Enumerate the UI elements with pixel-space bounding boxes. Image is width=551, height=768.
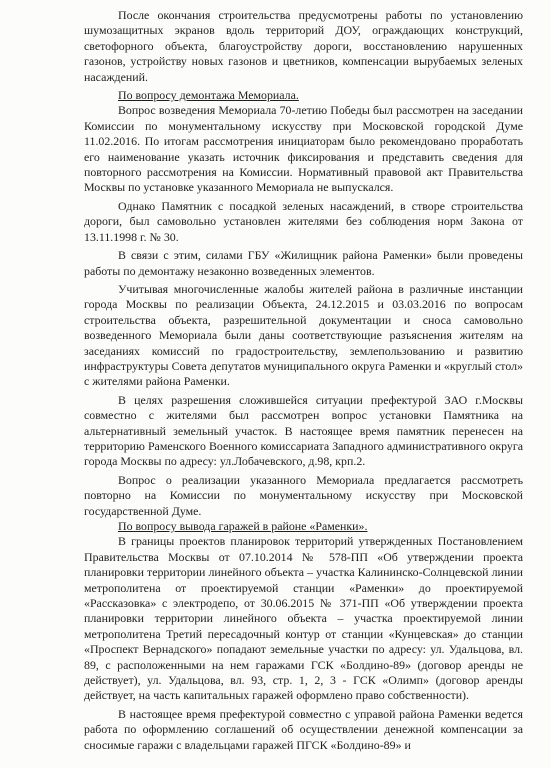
paragraph: Учитывая многочисленные жалобы жителей района в различные инстанции города Москвы по реализации Объекта, 24.12.2015 и 03.03.2016 по вопросам строительства объекта, разрешительной документации и сноса самовольно возведенного Мемориала были даны соответствующие разъяснения жителям на заседаниях комиссий по градостроительству, землепользованию и развитию инфраструктуры Совета депутатов муниципального округа Раменки и «круглый стол» с жителями района Раменки. bbox=[84, 281, 523, 389]
section-heading bbox=[84, 519, 523, 534]
paragraph: В настоящее время префектурой совместно с управой района Раменки ведется работа по оформлению соглашений об осуществлении денежной компенсации за сносимые гаражи с владельцами гаражей ПГСК «Болдино-89» и bbox=[84, 706, 523, 752]
paragraph: Вопрос возведения Мемориала 70-летию Победы был рассмотрен на заседании Комиссии по монументальному искусству при Московской городской Думе 11.02.2016. По итогам рассмотрения инициаторам было рекомендовано проработать его наименование указать источник фиксирования и представить сведения для повторного рассмотрения на Комиссии. Нормативный правовой акт Правительства Москвы по установке указанного Мемориала не выпускался. bbox=[84, 103, 523, 195]
section-heading bbox=[84, 88, 523, 103]
section-heading-text: По вопросу демонтажа Мемориала. bbox=[118, 88, 299, 103]
section-heading-text: По вопросу вывода гаражей в районе «Раменки». bbox=[118, 519, 368, 533]
paragraph: В целях разрешения сложившейся ситуации префектурой ЗАО г.Москвы совместно с жителями был рассмотрен вопрос установки Памятника на альтернативный земельный участок. В настоящее время памятник перенесен на территорию Раменского Военного комиссариата Западного административного округа города Москвы по адресу: ул.Лобачевского, д.98, крп.2. bbox=[84, 392, 523, 469]
paragraph: В связи с этим, силами ГБУ «Жилищник района Раменки» были проведены работы по демонтажу незаконно возведенных элементов. bbox=[84, 248, 523, 278]
paragraph: В границы проектов планировок территорий утвержденных Постановлением Правительства Москвы от 07.10.2014 № 578-ПП «Об утверждении проекта планировки территории линейного объекта – участка Калининско-Солнцевской линии метрополитена от проектируемой станции «Раменки» до проектируемой «Рассказовка» с электродепо, от 30.06.2015 № 371-ПП «Об утверждении проекта планировки территории линейного объекта – участка проектируемой линии метрополитена Третий пересадочный контур от станции «Кунцевская» до станции «Проспект Вернадского» попадают земельные участки по адресу: ул. Удальцова, вл. 89, с расположенными на нем гаражами ГСК «Болдино-89» (договор аренды не действует), ул. Удальцова, вл. 93, стр. 1, 2, 3 - ГСК «Олимп» (договор аренды действует, на часть капитальных гаражей оформлено право собственности). bbox=[84, 534, 523, 703]
paragraph: Вопрос о реализации указанного Мемориала предлагается рассмотреть повторно на Комиссии по монументальному искусству при Московской государственной Думе. bbox=[84, 472, 523, 518]
paragraph: После окончания строительства предусмотрены работы по установлению шумозащитных экранов вдоль территорий ДОУ, ограждающих конструкций, светофорного объекта, благоустройству дороги, восстановлению нарушенных газонов, устройству новых газонов и цветников, компенсации вырубаемых зеленых насаждений. bbox=[84, 8, 523, 84]
paragraph: Однако Памятник с посадкой зеленых насаждений, в створе строительства дороги, был самовольно установлен жителями без соблюдения норм Закона от 13.11.1998 г. № 30. bbox=[84, 198, 523, 244]
